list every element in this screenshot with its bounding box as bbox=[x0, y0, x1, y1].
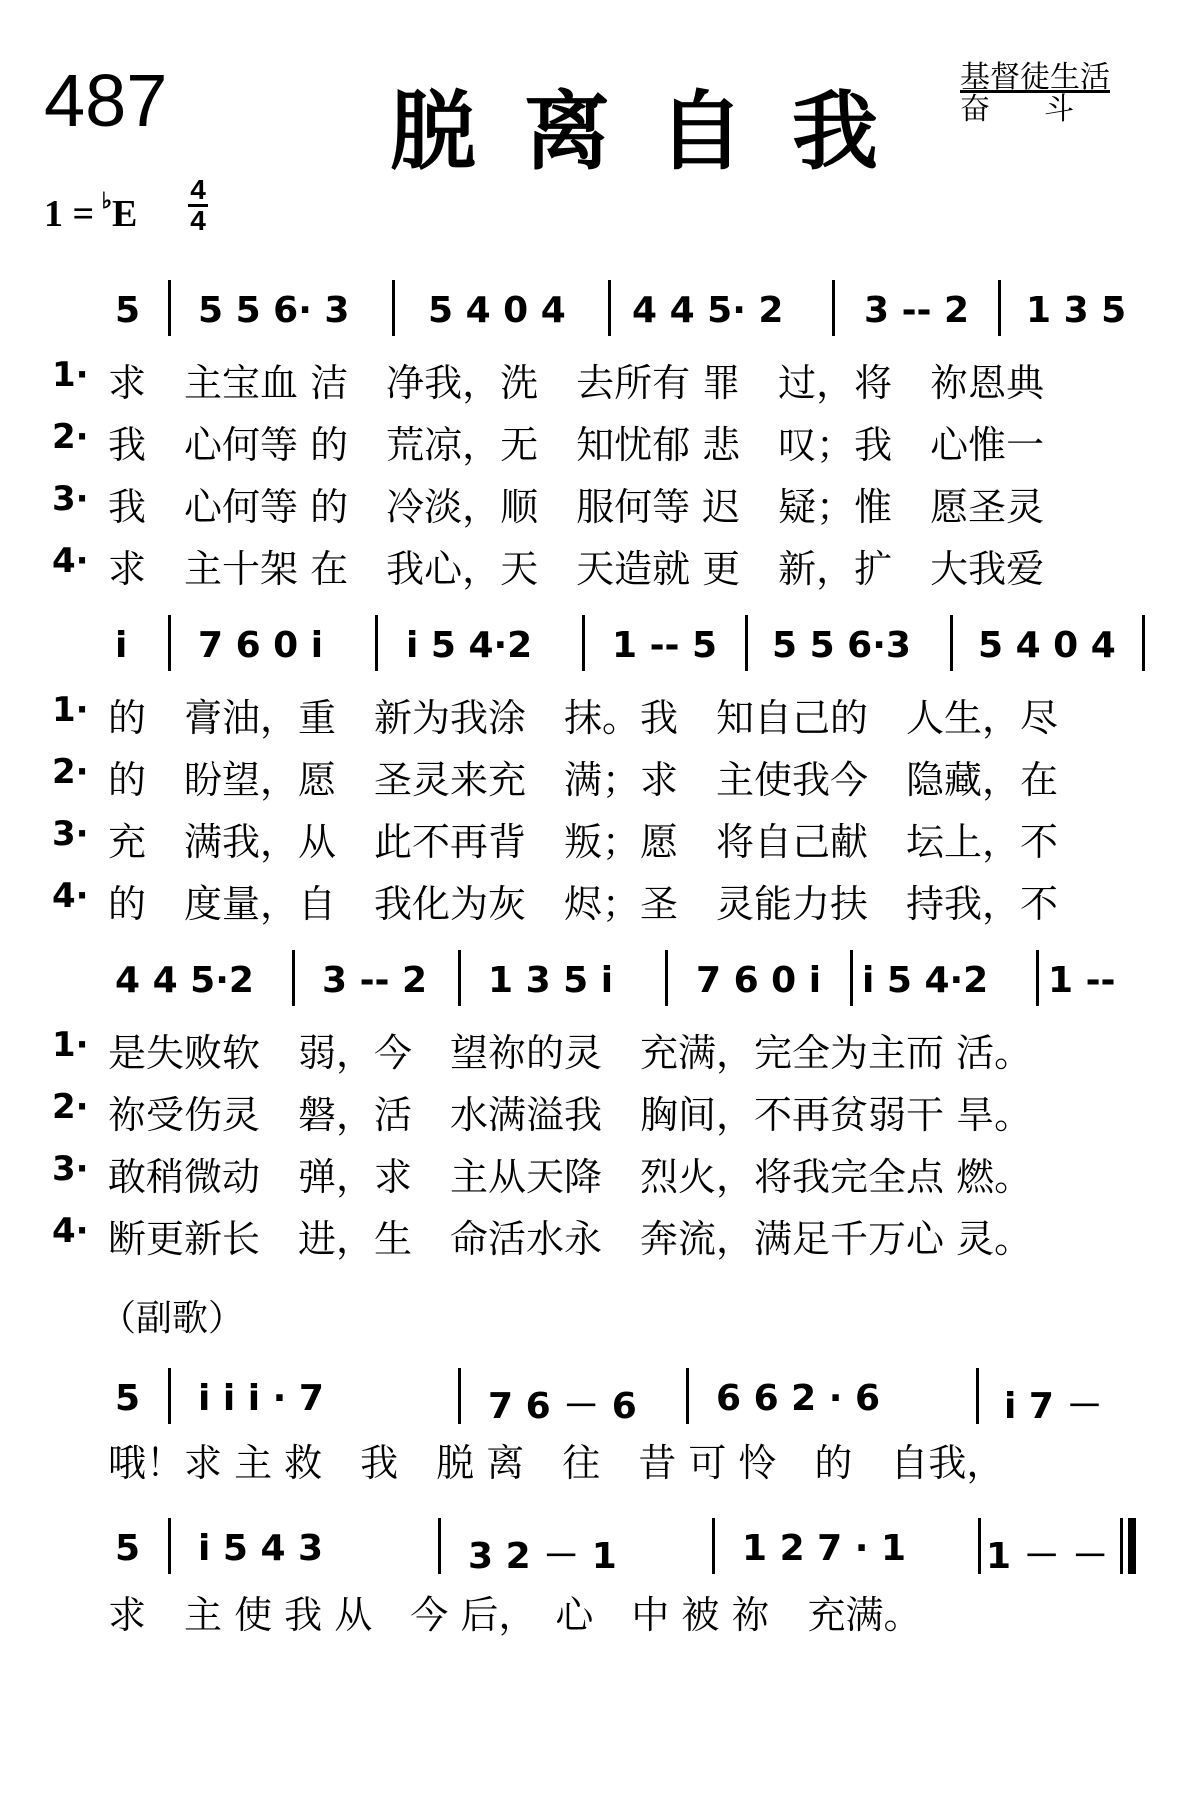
lyric-line: 断更新长 进，生 命活水永 奔流，满足千万心 灵。 bbox=[108, 1217, 1033, 1261]
measure: 7 6 － 6 bbox=[488, 1386, 637, 1427]
measure: 5 bbox=[115, 290, 141, 331]
source-subcategory: 奋斗 bbox=[960, 92, 1128, 127]
measure: 4 4 5· 2 bbox=[632, 290, 784, 331]
verse-number: 2· bbox=[52, 752, 89, 792]
key-letter: E bbox=[112, 193, 138, 235]
hymn-number: 487 bbox=[44, 59, 168, 142]
lyric-line: 充 满我，从 此不再背 叛；愿 将自己献 坛上，不 bbox=[108, 820, 1059, 864]
measure: 7 6 0 i bbox=[696, 960, 822, 1001]
lyric-line: 求 主宝血 洁 净我，洗 去所有 罪 过，将 祢恩典 bbox=[108, 361, 1045, 405]
measure: i i i · 7 bbox=[198, 1378, 324, 1419]
time-bottom: 4 bbox=[190, 205, 206, 236]
lyric-line: 的 膏油，重 新为我涂 抹。我 知自己的 人生，尽 bbox=[108, 696, 1059, 740]
measure: 3 2 － 1 bbox=[468, 1536, 617, 1577]
lyric-line: 是失败软 弱，今 望祢的灵 充满，完全为主而 活。 bbox=[108, 1031, 1033, 1075]
verse-number: 4· bbox=[52, 1211, 89, 1251]
lyric-line: 求 主十架 在 我心，天 天造就 更 新，扩 大我爱 bbox=[108, 547, 1045, 591]
lyric-line: 的 度量，自 我化为灰 烬；圣 灵能力扶 持我，不 bbox=[108, 882, 1059, 926]
verse-number: 3· bbox=[52, 1149, 89, 1189]
lyric-line: 祢受伤灵 磐，活 水满溢我 胸间，不再贫弱干 旱。 bbox=[108, 1093, 1033, 1137]
chorus-lyric-line: 哦！求 主 救 我 脱 离 往 昔 可 怜 的 自我， bbox=[108, 1441, 1005, 1485]
hymn-source bbox=[960, 62, 1128, 126]
measure: 5 4 0 4 bbox=[428, 290, 566, 331]
measure: i 5 4·2 bbox=[862, 960, 989, 1001]
time-top: 4 bbox=[190, 174, 206, 205]
measure: 6 6 2 · 6 bbox=[716, 1378, 881, 1419]
measure: 4 4 5·2 bbox=[115, 960, 254, 1001]
measure: 5 5 6· 3 bbox=[198, 290, 350, 331]
lyric-line: 我 心何等 的 冷淡，顺 服何等 迟 疑；惟 愿圣灵 bbox=[108, 485, 1045, 529]
hymn-title: 脱离自我 bbox=[390, 82, 926, 182]
lyric-line: 敢稍微动 弹，求 主从天降 烈火，将我完全点 燃。 bbox=[108, 1155, 1033, 1199]
measure: i 7 － bbox=[1004, 1386, 1103, 1427]
measure: 3 -- 2 bbox=[322, 960, 428, 1001]
measure: 5 bbox=[115, 1528, 141, 1569]
verse-number: 2· bbox=[52, 1087, 89, 1127]
measure: 3 -- 2 bbox=[864, 290, 970, 331]
verse-number: 1· bbox=[52, 355, 89, 395]
lyric-line: 我 心何等 的 荒凉，无 知忧郁 悲 叹；我 心惟一 bbox=[108, 423, 1045, 467]
measure: 1 3 5 bbox=[1026, 290, 1127, 331]
lyric-line: 的 盼望，愿 圣灵来充 满；求 主使我今 隐藏，在 bbox=[108, 758, 1059, 802]
measure: 1 3 5 i bbox=[488, 960, 614, 1001]
verse-number: 4· bbox=[52, 876, 89, 916]
measure: i 5 4·2 bbox=[406, 625, 533, 666]
key-signature bbox=[44, 188, 137, 236]
measure: 1 -- bbox=[1048, 960, 1116, 1001]
key-text: 1 = bbox=[44, 193, 104, 235]
measure: 7 6 0 i bbox=[198, 625, 324, 666]
measure: 5 4 0 4 bbox=[978, 625, 1116, 666]
measure: 1 － － bbox=[986, 1536, 1109, 1577]
chorus-label: （副歌） bbox=[100, 1298, 245, 1339]
measure: 1 -- 5 bbox=[612, 625, 718, 666]
verse-number: 3· bbox=[52, 479, 89, 519]
measure: 1 2 7 · 1 bbox=[742, 1528, 907, 1569]
source-category: 基督徒生活 bbox=[960, 60, 1110, 95]
measure: i bbox=[115, 625, 128, 666]
measure: 5 bbox=[115, 1378, 141, 1419]
measure: i 5 4 3 bbox=[198, 1528, 324, 1569]
verse-number: 1· bbox=[52, 1025, 89, 1065]
measure: 5 5 6·3 bbox=[772, 625, 911, 666]
verse-number: 1· bbox=[52, 690, 89, 730]
flat-sign: ♭ bbox=[101, 188, 113, 213]
verse-number: 3· bbox=[52, 814, 89, 854]
verse-number: 2· bbox=[52, 417, 89, 457]
verse-number: 4· bbox=[52, 541, 89, 581]
time-signature bbox=[188, 176, 208, 235]
chorus-lyric-line: 求 主 使 我 从 今 后， 心 中 被 祢 充满。 bbox=[108, 1593, 922, 1637]
